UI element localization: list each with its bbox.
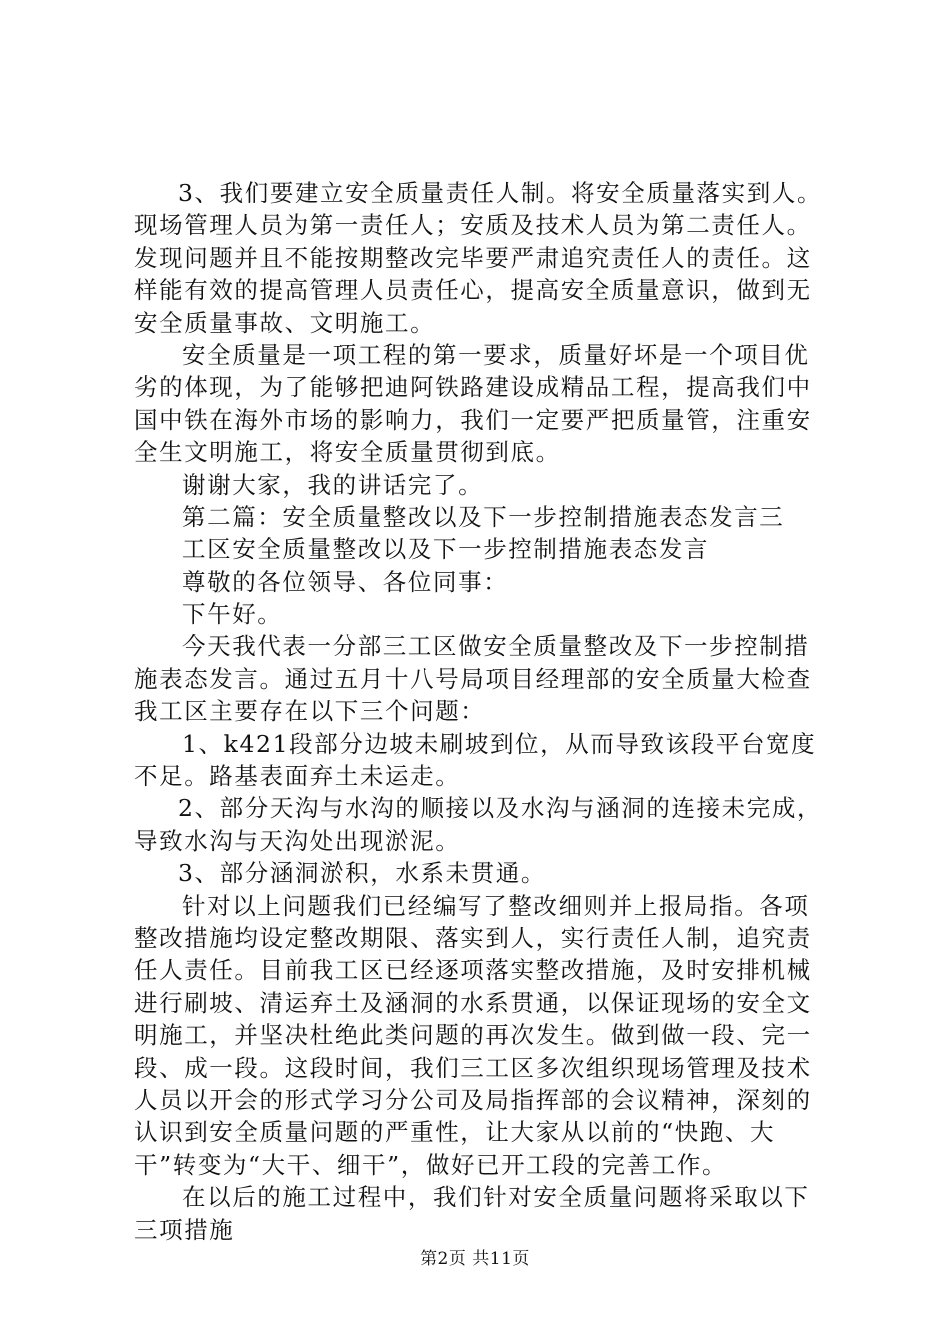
text-line: 在以后的施工过程中，我们针对安全质量问题将采取以下: [182, 1183, 810, 1212]
text-line: 发现问题并且不能按期整改完毕要严肃追究责任人的责任。这: [134, 243, 812, 272]
text-line: 全生文明施工，将安全质量贯彻到底。: [134, 438, 561, 467]
text-line: 下午好。: [182, 600, 283, 629]
text-line: 3、部分涵洞淤积，水系未贯通。: [178, 859, 546, 888]
text-line: 现场管理人员为第一责任人；安质及技术人员为第二责任人。: [134, 211, 812, 240]
text-line: 三项措施: [134, 1215, 235, 1244]
text-line: 劣的体现，为了能够把迪阿铁路建设成精品工程，提高我们中: [134, 373, 812, 402]
text-line: 进行刷坡、清运弃土及涵洞的水系贯通，以保证现场的安全文: [134, 988, 812, 1017]
text-line: 干”转变为“大干、细干”，做好已开工段的完善工作。: [134, 1150, 728, 1179]
text-line: 我工区主要存在以下三个问题：: [134, 697, 486, 726]
text-line: 不足。路基表面弃土未运走。: [134, 762, 461, 791]
text-line: 明施工，并坚决杜绝此类问题的再次发生。做到做一段、完一: [134, 1021, 812, 1050]
text-line: 安全质量事故、文明施工。: [134, 308, 436, 337]
text-line: 谢谢大家，我的讲话完了。: [182, 470, 484, 499]
text-line: 样能有效的提高管理人员责任心，提高安全质量意识，做到无: [134, 276, 812, 305]
text-line: 1、k421段部分边坡未刷坡到位，从而导致该段平台宽度: [182, 729, 817, 758]
text-line: 整改措施均设定整改期限、落实到人，实行责任人制，追究责: [134, 923, 812, 952]
text-line: 2、部分天沟与水沟的顺接以及水沟与涵洞的连接未完成，: [178, 794, 823, 823]
page-footer: 第2页 共11页: [420, 1249, 530, 1269]
text-line: 认识到安全质量问题的严重性，让大家从以前的“快跑、大: [134, 1118, 776, 1147]
text-line: 施表态发言。通过五月十八号局项目经理部的安全质量大检查: [134, 664, 812, 693]
text-line: 尊敬的各位领导、各位同事：: [182, 567, 509, 596]
text-line: 人员以开会的形式学习分公司及局指挥部的会议精神，深刻的: [134, 1085, 812, 1114]
text-line: 安全质量是一项工程的第一要求，质量好坏是一个项目优: [182, 340, 810, 369]
text-line: 3、我们要建立安全质量责任人制。将安全质量落实到人。: [178, 179, 823, 207]
text-line: 今天我代表一分部三工区做安全质量整改及下一步控制措: [182, 632, 810, 661]
text-line: 第二篇：安全质量整改以及下一步控制措施表态发言三: [182, 502, 785, 531]
document-body: [134, 177, 834, 1246]
text-line: 工区安全质量整改以及下一步控制措施表态发言: [182, 535, 710, 564]
text-line: 任人责任。目前我工区已经逐项落实整改措施，及时安排机械: [134, 956, 812, 985]
text-line: 段、成一段。这段时间，我们三工区多次组织现场管理及技术: [134, 1053, 812, 1082]
text-line: 针对以上问题我们已经编写了整改细则并上报局指。各项: [182, 891, 810, 920]
text-line: 导致水沟与天沟处出现淤泥。: [134, 826, 461, 855]
text-line: 国中铁在海外市场的影响力，我们一定要严把质量管，注重安: [134, 405, 812, 434]
